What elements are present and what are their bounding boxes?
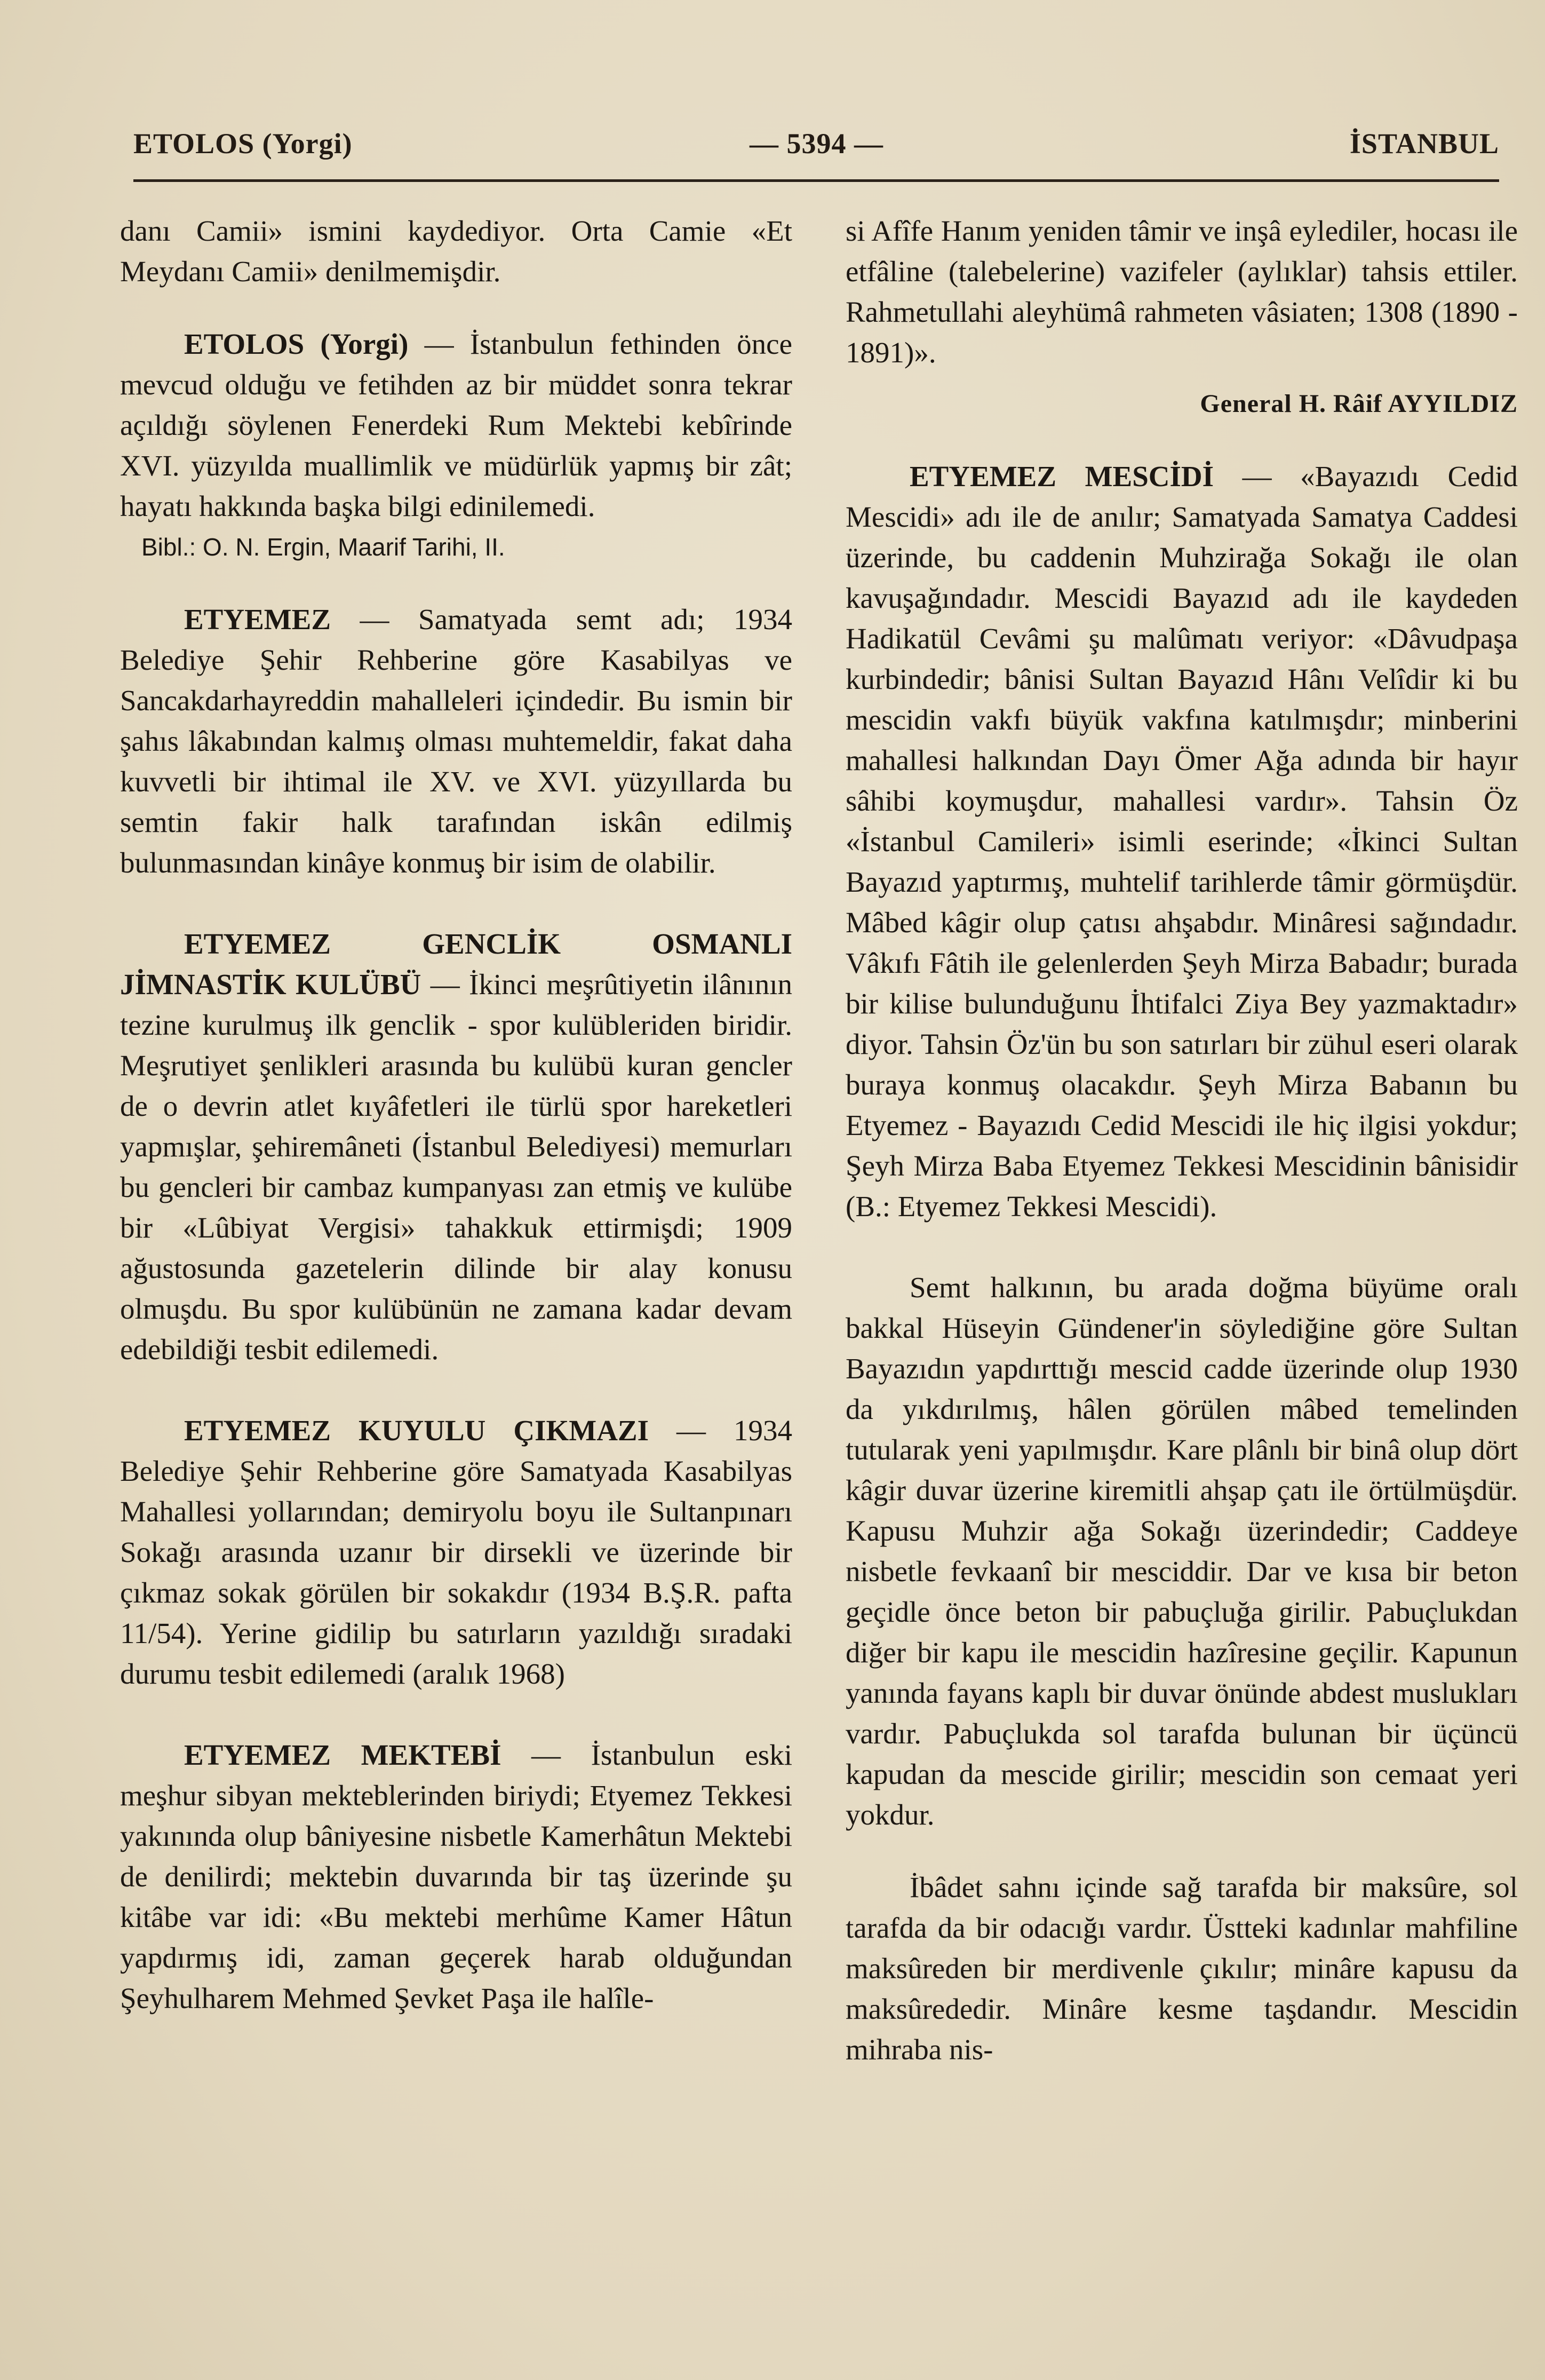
header-rule: [133, 179, 1499, 182]
entry-headword: ETYEMEZ: [184, 603, 331, 636]
entry-headword: ETOLOS (Yorgi): [184, 328, 409, 360]
semt-paragraph: Semt halkının, bu arada doğma büyüme oralı bakkal Hüseyin Gündener'in söylediğine göre Sultan Bayazıdın yapdırttığı mescid cadde üzerinde olup 1930 da yıkdırılmış, hâlen görülen mâbed temelinden tutularak yeni yapılmışdır. Kare plânlı bir binâ olup dört kâgir duvar üzerine kiremitli ahşap çatı ile örtülmüşdür. Kapusu Muhzir ağa Sokağı üzerindedir; Caddeye nisbetle fevkaanî bir mesciddir. Dar ve kısa bir beton geçidle önce beton bir pabuçluğa girilir. Pabuçlukdan diğer bir kapu ile mescidin hazîresine geçilir. Kapunun yanında fayans kaplı bir duvar önünde abdest muslukları vardır. Pabuçlukda sol tarafda bulunan bir üçüncü kapudan da mescide girilir; mescidin son cemaat yeri yokdur.: [846, 1271, 1518, 1831]
left-column: [120, 211, 792, 2019]
header-right-title: İSTANBUL: [1349, 128, 1499, 160]
entry-headword: ETYEMEZ GENCLİK OSMANLI JİMNASTİK KULÜBÜ: [120, 927, 792, 1001]
page-number: — 5394 —: [750, 128, 883, 160]
bibliography: Bibl.: O. N. Ergin, Maarif Tarihi, II.: [141, 533, 505, 561]
continuation-paragraph: si Afîfe Hanım yeniden tâmir ve inşâ eylediler, hocası ile etfâline (talebelerine) vazifeler (aylıklar) tahsis ettiler. Rahmetullahi aleyhümâ rahmeten vâsiaten; 1308 (1890 - 1891)».: [846, 215, 1518, 369]
entry-text: — «Bayazıdı Cedid Mescidi» adı ile de anılır; Samatyada Samatya Caddesi üzerinde, bu caddenin Muhzirağa Sokağı ile olan kavuşağındadır. Mescidi Bayazıd adı ile kaydeden Hadikatül Cevâmi şu malûmatı veriyor: «Dâvudpaşa kurbindedir; bânisi Sultan Bayazıd Hânı Velîdir ki bu mescidin vakfı büyük vakfına katılmışdır; minberini mahallesi halkından Dayı Ömer Ağa adında bir hayır sâhibi koymuşdur, mahallesi vardır». Tahsin Öz «İstanbul Camileri» isimli eserinde; «İkinci Sultan Bayazıd yaptırmış, muhtelif tarihlerde tâmir görmüşdür. Mâbed kâgir olup çatısı ahşabdır. Minâresi sağındadır. Vâkıfı Fâtih ile gelenlerden Şeyh Mirza Babadır; burada bir kilise bulunduğunu İhtifalci Ziya Bey yazmaktadır» diyor. Tahsin Öz'ün bu son satırları bir zühul eseri olarak buraya konmuş olacakdır. Şeyh Mirza Babanın bu Etyemez - Bayazıdı Cedid Mescidi ile hiç ilgisi yokdur; Şeyh Mirza Baba Etyemez Tekkesi Mescidinin bânisidir (B.: Etyemez Tekkesi Mescidi).: [846, 460, 1518, 1223]
entry-text: — İstanbulun fethinden önce mevcud olduğu ve fetihden az bir müddet sonra tekrar açıldığı söylenen Fenerdeki Rum Mektebi kebîrinde XVI. yüzyılda muallimlik ve müdürlük yapmış bir zât; hayatı hakkında başka bilgi edinilemedi.: [120, 328, 793, 522]
entry-text: — İkinci meşrûtiyetin ilânının tezine kurulmuş ilk genclik - spor kulübleriden biridir. Meşrutiyet şenlikleri arasında bu kulübü kuran gencler de o devrin atlet kıyâfetleri ile türlü spor hareketleri yapmışlar, şehiremâneti (İstanbul Belediyesi) memurları bu gencleri bir cambaz kumpanyası zan etmiş ve kulübe bir «Lûbiyat Vergisi» tahakkuk ettirmişdi; 1909 ağustosunda gazetelerin dilinde bir alay konusu olmuşdu. Bu spor kulübünün ne zamana kadar devam edebildiği tesbit edilemedi.: [120, 968, 792, 1366]
entry-text: — Samatyada semt adı; 1934 Belediye Şehir Rehberine göre Kasabilyas ve Sancakdarhayreddin mahalleleri içindedir. Bu ismin bir şahıs lâkabından kalmış olması muhtemeldir, fakat daha kuvvetli bir ihtimal ile XV. ve XVI. yüzyıllarda bu semtin fakir halk tarafından iskân edilmiş bulunmasından kinâye konmuş bir isim de olabilir.: [120, 603, 792, 879]
right-column: [846, 211, 1518, 2070]
running-header: [133, 127, 1499, 175]
entry-headword: ETYEMEZ MESCİDİ: [910, 460, 1214, 493]
entry-etyemez-mektebi: [120, 1735, 792, 2019]
author-signature: General H. Râif AYYILDIZ: [1200, 390, 1518, 418]
entry-etyemez-kuyulu: [120, 1410, 792, 1694]
continuation-paragraph: danı Camii» ismini kaydediyor. Orta Camie «Et Meydanı Camii» denilmemişdir.: [120, 215, 792, 288]
entry-headword: ETYEMEZ MEKTEBİ: [184, 1739, 501, 1771]
entry-etyemez-genclik: [120, 924, 792, 1370]
entry-etolos: [120, 324, 792, 527]
entry-text: — İstanbulun eski meşhur sibyan mekteblerinden biriydi; Etyemez Tekkesi yakınında olup bâniyesine nisbetle Kamerhâtun Mektebi de denilirdi; mektebin duvarında bir taş üzerinde şu kitâbe var idi: «Bu mektebi merhûme Kamer Hâtun yapdırmış idi, zaman geçerek harab olduğundan Şeyhulharem Mehmed Şevket Paşa ile halîle-: [120, 1739, 792, 2014]
ibadet-paragraph: İbâdet sahnı içinde sağ tarafda bir maksûre, sol tarafda da bir odacığı vardır. Üstteki kadınlar mahfiline maksûreden bir merdivenle çıkılır; minâre kapusu da maksûrededir. Minâre kesme taşdandır. Mescidin mihraba nis-: [846, 1871, 1518, 2066]
header-left-title: ETOLOS (Yorgi): [133, 128, 353, 160]
entry-headword: ETYEMEZ KUYULU ÇIKMAZI: [184, 1414, 649, 1447]
entry-text: — 1934 Belediye Şehir Rehberine göre Samatyada Kasabilyas Mahallesi yollarından; demiryolu boyu ile Sultanpınarı Sokağı arasında uzanır bir dirsekli ve üzerinde bir çıkmaz sokak görülen bir sokakdır (1934 B.Ş.R. pafta 11/54). Yerine gidilip bu satırların yazıldığı sıradaki durumu tesbit edilemedi (aralık 1968): [120, 1414, 792, 1690]
entry-etyemez: [120, 599, 792, 883]
entry-etyemez-mescidi: [846, 456, 1518, 1227]
